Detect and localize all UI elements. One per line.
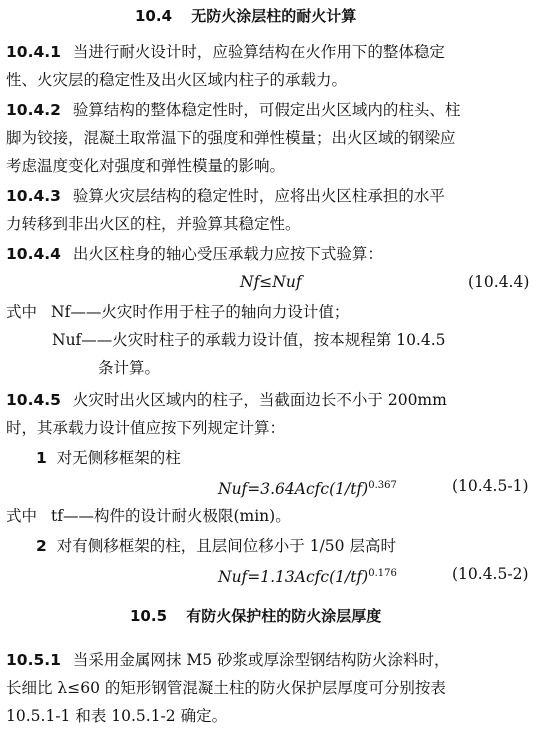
where-nuf-line-2: 条计算。	[98, 359, 161, 377]
equation-number: (10.4.5-1)	[452, 477, 529, 495]
item-2	[36, 536, 396, 556]
equation-number: (10.4.5-2)	[452, 565, 529, 583]
equation-10-4-5-1	[218, 476, 397, 499]
clause-text: 验算结构的整体稳定性时，可假定出火区域内的柱头、柱	[72, 101, 461, 119]
clause-number: 10.4.4	[6, 245, 61, 263]
item-number: 2	[36, 537, 47, 555]
where-tf	[6, 506, 291, 526]
clause-10-4-2-line-2: 脚为铰接，混凝土取常温下的强度和弹性模量；出火区域的钢梁应	[6, 129, 456, 147]
equation-body: Nuf=1.13Acfc(1/tf)	[218, 568, 369, 587]
item-text: 对有侧移框架的柱，且层间位移小于 1/50 层高时	[56, 537, 396, 555]
clause-number: 10.5.1	[6, 651, 61, 669]
clause-10-4-2-line-3: 考虑温度变化对强度和弹性模量的影响。	[6, 157, 286, 175]
where-text: Nf——火灾时作用于柱子的轴向力设计值；	[51, 303, 350, 321]
where-nuf-line-1: Nuf——火灾时柱子的承载力设计值，按本规程第 10.4.5	[52, 331, 446, 349]
where-label: 式中	[6, 507, 38, 525]
equation-exponent: 0.176	[368, 568, 397, 579]
clause-10-4-5-line-1	[6, 390, 447, 410]
item-number: 1	[36, 449, 47, 467]
equation-10-4-5-2	[218, 564, 397, 587]
clause-10-4-5-line-2: 时，其承载力设计值应按下列规定计算：	[6, 419, 286, 437]
clause-text: 出火区柱身的轴心受压承载力应按下式验算：	[72, 245, 383, 263]
clause-number: 10.4.2	[6, 101, 61, 119]
item-text: 对无侧移框架的柱	[56, 449, 181, 467]
clause-10-4-3-line-2: 力转移到非出火区的柱，并验算其稳定性。	[6, 215, 301, 233]
clause-10-4-3-line-1	[6, 186, 445, 206]
clause-10-5-1-line-3: 10.5.1-1 和表 10.5.1-2 确定。	[6, 707, 228, 725]
clause-text: 验算火灾层结构的稳定性时，应将出火区柱承担的水平	[72, 187, 445, 205]
where-label: 式中	[6, 303, 38, 321]
where-text: tf——构件的设计耐火极限(min)。	[51, 507, 291, 525]
section-10-5-heading	[130, 606, 381, 626]
clause-10-5-1-line-1	[6, 650, 450, 670]
item-1	[36, 448, 181, 468]
clause-number: 10.4.1	[6, 43, 61, 61]
clause-number: 10.4.3	[6, 187, 61, 205]
equation-exponent: 0.367	[368, 480, 397, 491]
clause-text: 当采用金属网抹 M5 砂浆或厚涂型钢结构防火涂料时，	[72, 651, 450, 669]
equation-body: Nuf=3.64Acfc(1/tf)	[218, 480, 369, 499]
section-title: 无防火涂层柱的耐火计算	[191, 7, 357, 25]
clause-number: 10.4.5	[6, 391, 61, 409]
section-10-4-heading	[135, 6, 356, 26]
clause-text: 当进行耐火设计时，应验算结构在火作用下的整体稳定	[72, 43, 445, 61]
clause-10-4-1-line-1	[6, 42, 445, 62]
clause-10-5-1-line-2: 长细比 λ≤60 的矩形钢管混凝土柱的防火保护层厚度可分别按表	[6, 679, 446, 697]
equation-10-4-4: Nf≤Nuf	[240, 273, 302, 291]
where-nf	[6, 302, 349, 322]
section-number: 10.5	[130, 607, 168, 625]
clause-10-4-2-line-1	[6, 100, 460, 120]
section-number: 10.4	[135, 7, 173, 25]
clause-10-4-4-line-1	[6, 244, 383, 264]
clause-10-4-1-line-2: 性、火灾层的稳定性及出火区域内柱子的承载力。	[6, 71, 348, 89]
equation-number: (10.4.4)	[468, 273, 530, 291]
section-title: 有防火保护柱的防火涂层厚度	[186, 607, 382, 625]
clause-text: 火灾时出火区域内的柱子，当截面边长不小于 200mm	[72, 391, 447, 409]
